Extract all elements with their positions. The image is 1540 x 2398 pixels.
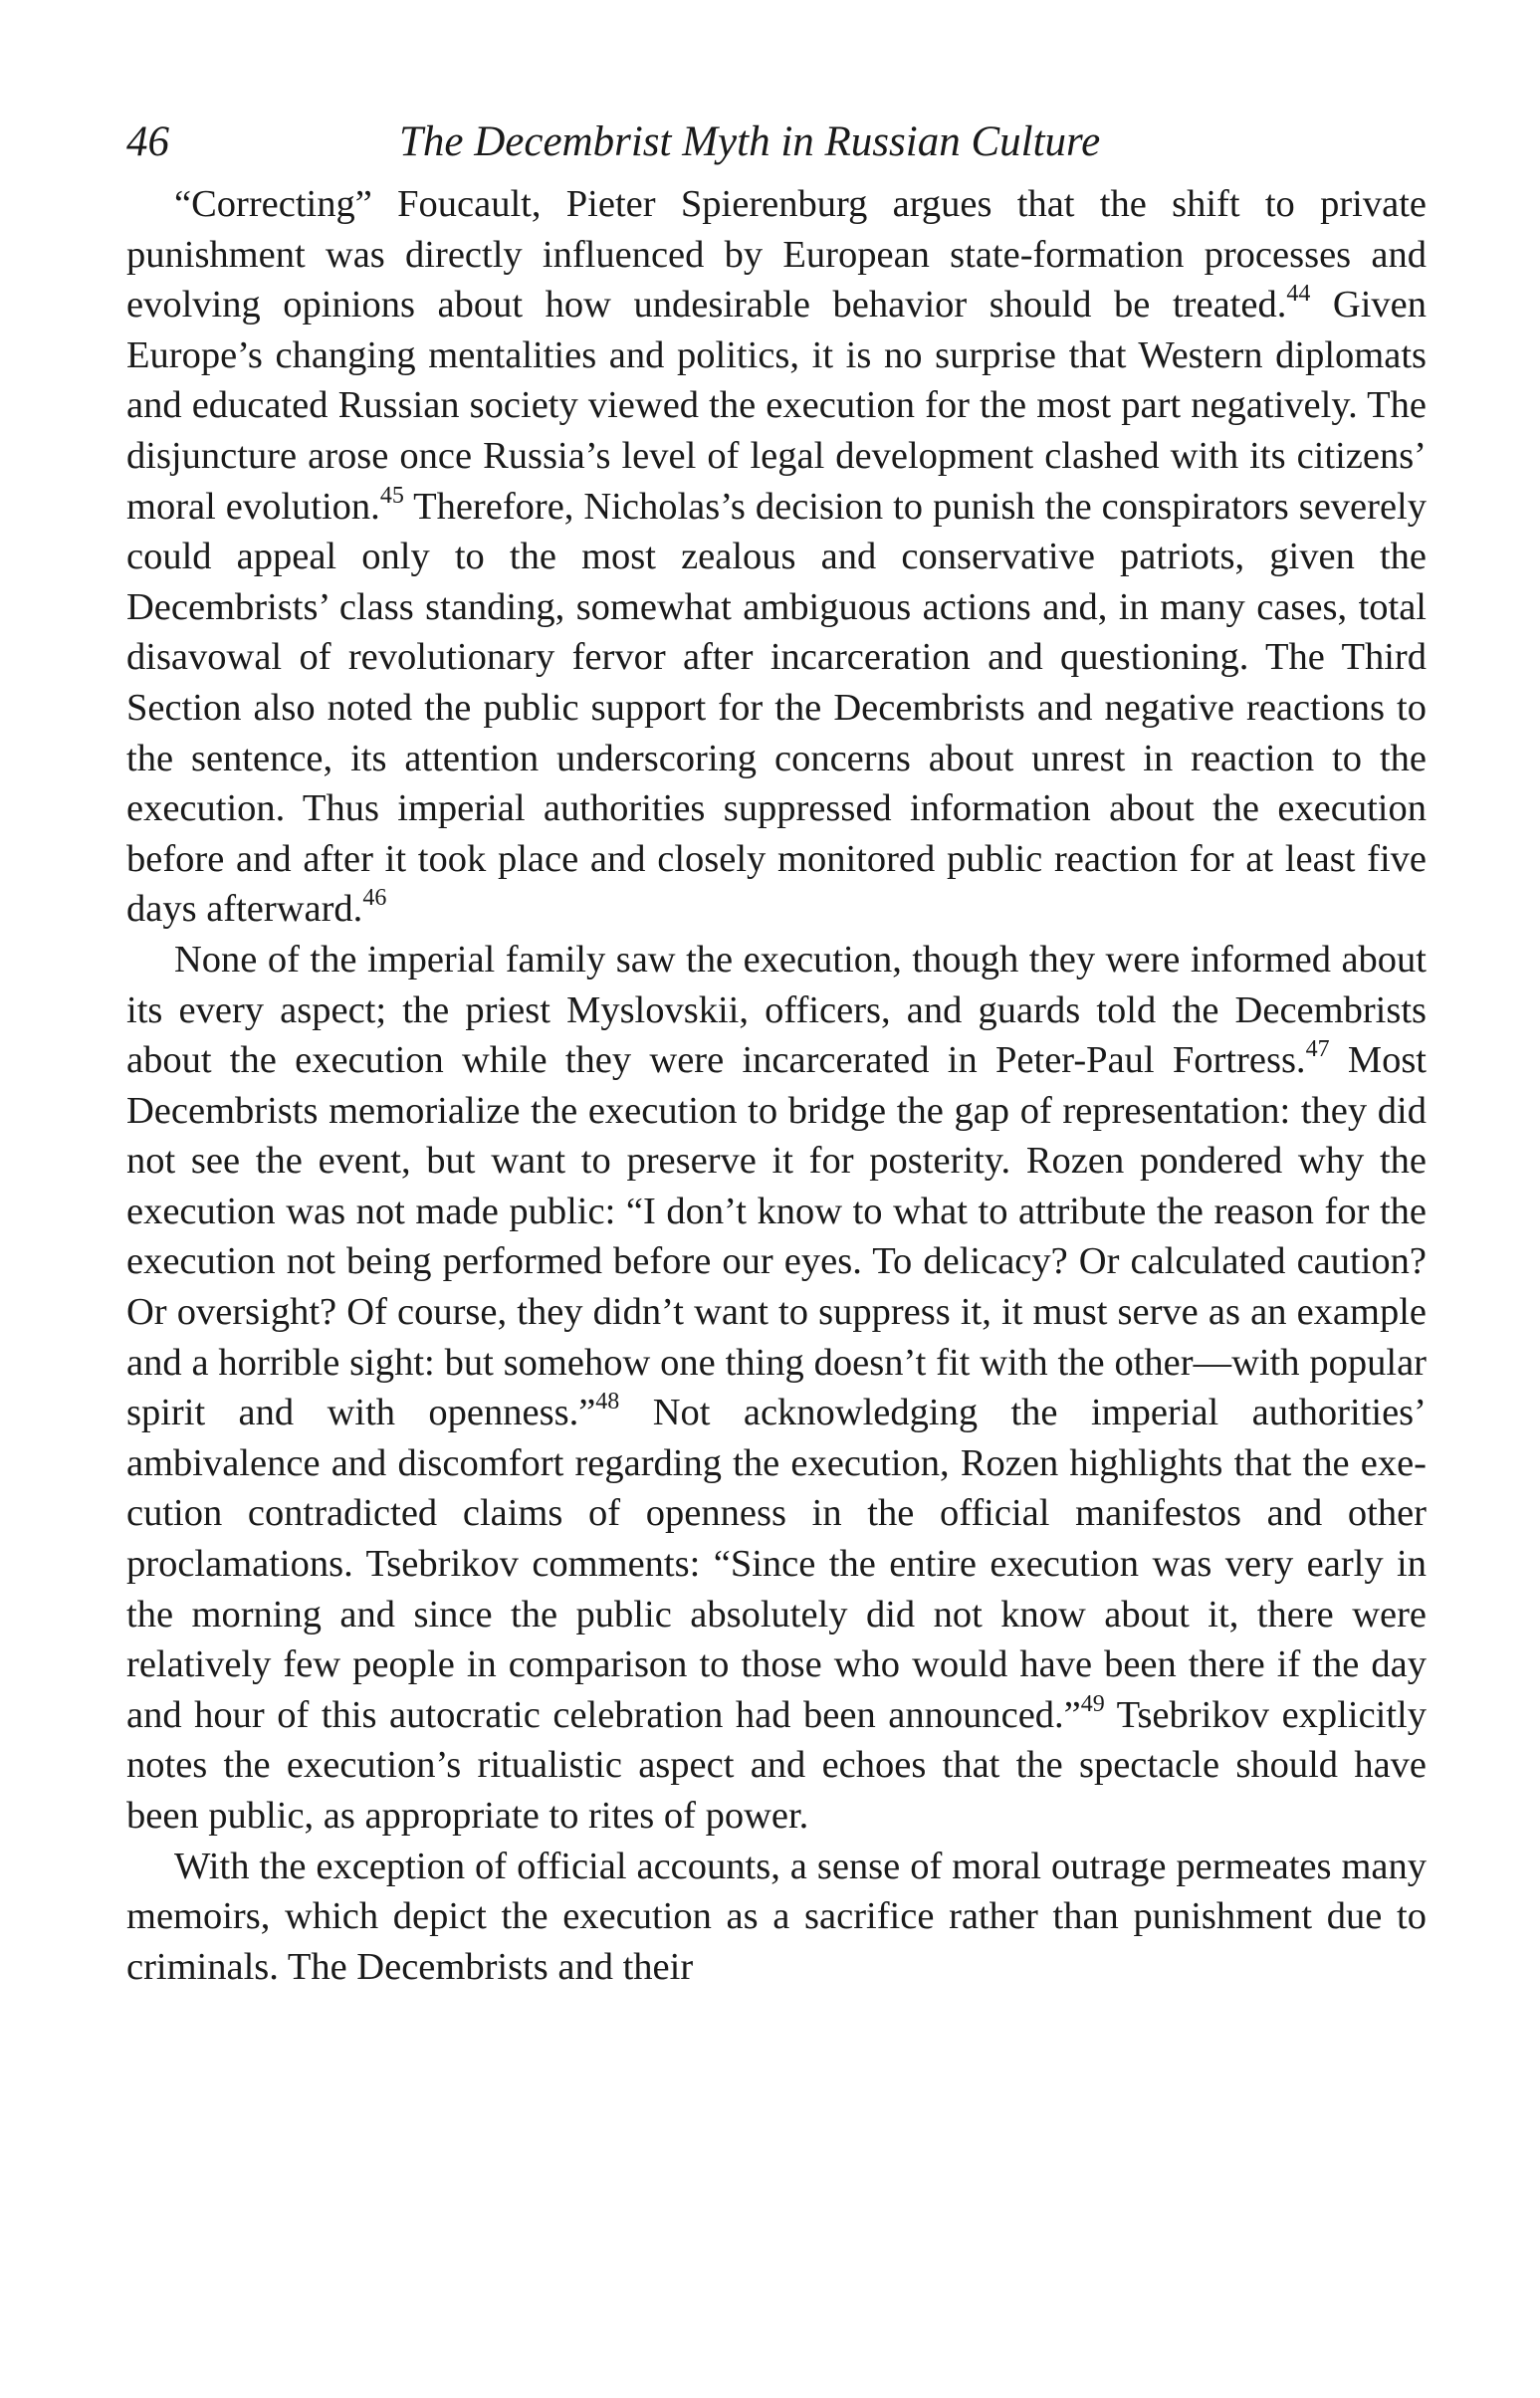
- body-text: [126, 179, 1427, 1992]
- paragraph-text: Most Decembrists memorialize the execution to bridge the gap of representation: they did not see the event, but want to preserve it for posterity. Rozen pondered why the execution was not made public: “I don’t know to what to attribute the reason for the execution not being performed before our eyes. To delicacy? Or calculated caution? Or oversight? Of course, they didn’t want to suppress it, it must serve as an example and a horrible sight: but somehow one thing doesn’t fit with the other—with popular spirit and with openness.”: [126, 1039, 1427, 1434]
- paragraph-3: [126, 1842, 1427, 1993]
- paragraph-text: “Correcting” Foucault, Pieter Spierenburg argues that the shift to private punishment was directly influenced by European state-formation processes and evolving opinions about how undesirable behavior should be treated.: [126, 183, 1427, 327]
- paragraph-text: Not acknowledging the imperial authorities’ ambivalence and discomfort regarding the execution, Rozen highlights that the execution contradicted claims of openness in the official manifestos and other proclamations. Tsebrikov comments: “Since the entire execution was very early in the morning and since the public absolutely did not know about it, there were relatively few people in comparison to those who would have been there if the day and hour of this autocratic celebration had been announced.”: [126, 1392, 1427, 1736]
- page-header: [126, 111, 1427, 173]
- paragraph-text: With the exception of official accounts, a sense of moral outrage permeates many memoirs, which depict the execution as a sacrifice rather than punishment due to criminals. The Decembrists and their: [126, 1845, 1427, 1988]
- paragraph-text: None of the imperial family saw the execution, though they were informed about its every aspect; the priest Myslovskii, officers, and guards told the Decembrists about the execution while they were incarcerated in Peter-Paul Fortress.: [126, 938, 1427, 1082]
- footnote-marker-44: 44: [1286, 281, 1311, 308]
- book-page: [126, 111, 1427, 1992]
- footnote-marker-46: 46: [362, 885, 387, 912]
- running-title: The Decembrist Myth in Russian Culture: [399, 118, 1101, 165]
- paragraph-text: Therefore, Nicholas’s decision to punish the conspirators severely could appeal only to the most zealous and conservative patriots, given the Decembrists’ class standing, somewhat ambiguous actions and, in many cases, total disavowal of revolutionary fervor after incarceration and questioning. The Third Section also noted the public support for the Decembrists and negative reactions to the sentence, its attention underscoring concerns about unrest in reaction to the execution. Thus imperial authorities suppressed information about the execution before and after it took place and closely monitored public reaction for at least five days afterward.: [126, 485, 1427, 931]
- footnote-marker-45: 45: [379, 482, 404, 509]
- paragraph-2: [126, 935, 1427, 1842]
- paragraph-text: Given Europe’s changing mentalities and politics, it is no surprise that Western diplomats and educated Russian society viewed the execution for the most part negatively. The disjuncture arose once Russia’s level of legal development clashed with its citizens’ moral evolution.: [126, 284, 1427, 528]
- paragraph-text: Tsebrikov explicitly notes the execution’s ritualistic aspect and echoes that the spectacle should have been public, as appropriate to rites of power.: [126, 1693, 1427, 1837]
- page-number: 46: [126, 118, 169, 165]
- footnote-marker-48: 48: [595, 1389, 620, 1416]
- footnote-marker-49: 49: [1080, 1690, 1105, 1717]
- footnote-marker-47: 47: [1305, 1036, 1330, 1063]
- paragraph-1: [126, 179, 1427, 935]
